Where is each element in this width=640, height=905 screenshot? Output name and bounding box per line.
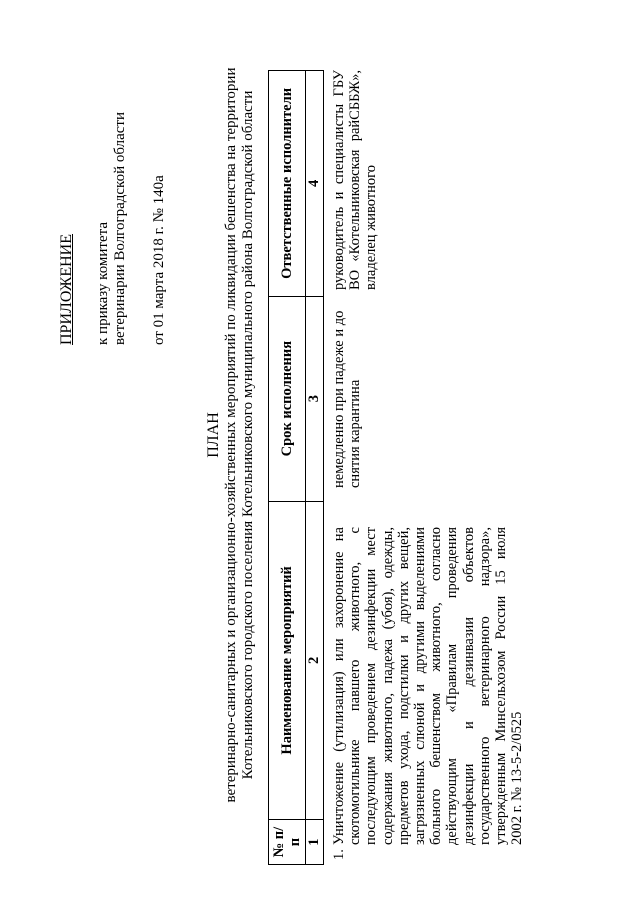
column-number: 2: [306, 501, 323, 820]
column-number: 3: [306, 296, 323, 501]
column-number: 1: [306, 820, 323, 865]
appendix-title: ПРИЛОЖЕНИЕ: [58, 233, 75, 345]
appendix-line: ветеринарии Волгоградской области: [112, 112, 128, 345]
header-name: Наименование мероприятий: [269, 501, 306, 820]
appendix-date: от 01 марта 2018 г. № 140а: [151, 175, 167, 345]
plan-heading: [205, 65, 257, 805]
plan-title: ПЛАН: [205, 412, 222, 458]
row-responsible: руководитель и специалисты ГБУ ВО «Котельниковская райСББЖ», владелец животного: [331, 70, 380, 290]
row-term: немедленно при падеже и до снятия карантина: [331, 310, 364, 488]
row-measure: Уничтожение (утилизация) или захоронение на скотомогильнике павшего животного, с последующим проведением дезинфекции мест содержания животного, падежа (убоя), одежды, предметов ухода, подстилки и других вещей, загрязненных слюной и другими выделениями больного бешенством животного, согласно действующим «Правилам проведения дезинфекции и дезинвазии объектов государственного ветеринарного надзора», утвержденным Минсельхозом России 15 июля 2002 г. № 13-5-2/0525: [331, 527, 526, 845]
appendix-line: к приказу комитета: [95, 221, 111, 345]
header-term: Срок исполнения: [269, 296, 306, 501]
table-header-row: [269, 71, 306, 865]
header-number: № п/п: [269, 820, 306, 865]
header-responsible: Ответственные исполнители: [269, 71, 306, 297]
plan-table: [268, 70, 324, 865]
plan-subtitle: Котельниковского городского поселения Котельниковского муниципального района Волгоградской области: [240, 90, 256, 780]
column-number: 4: [306, 71, 323, 297]
row-number: 1.: [331, 849, 347, 860]
appendix-block: [58, 15, 168, 345]
plan-subtitle: ветеринарно-санитарных и организационно-хозяйственных мероприятий по ликвидации бешенства на территории: [223, 67, 239, 803]
column-number-row: [306, 71, 323, 865]
